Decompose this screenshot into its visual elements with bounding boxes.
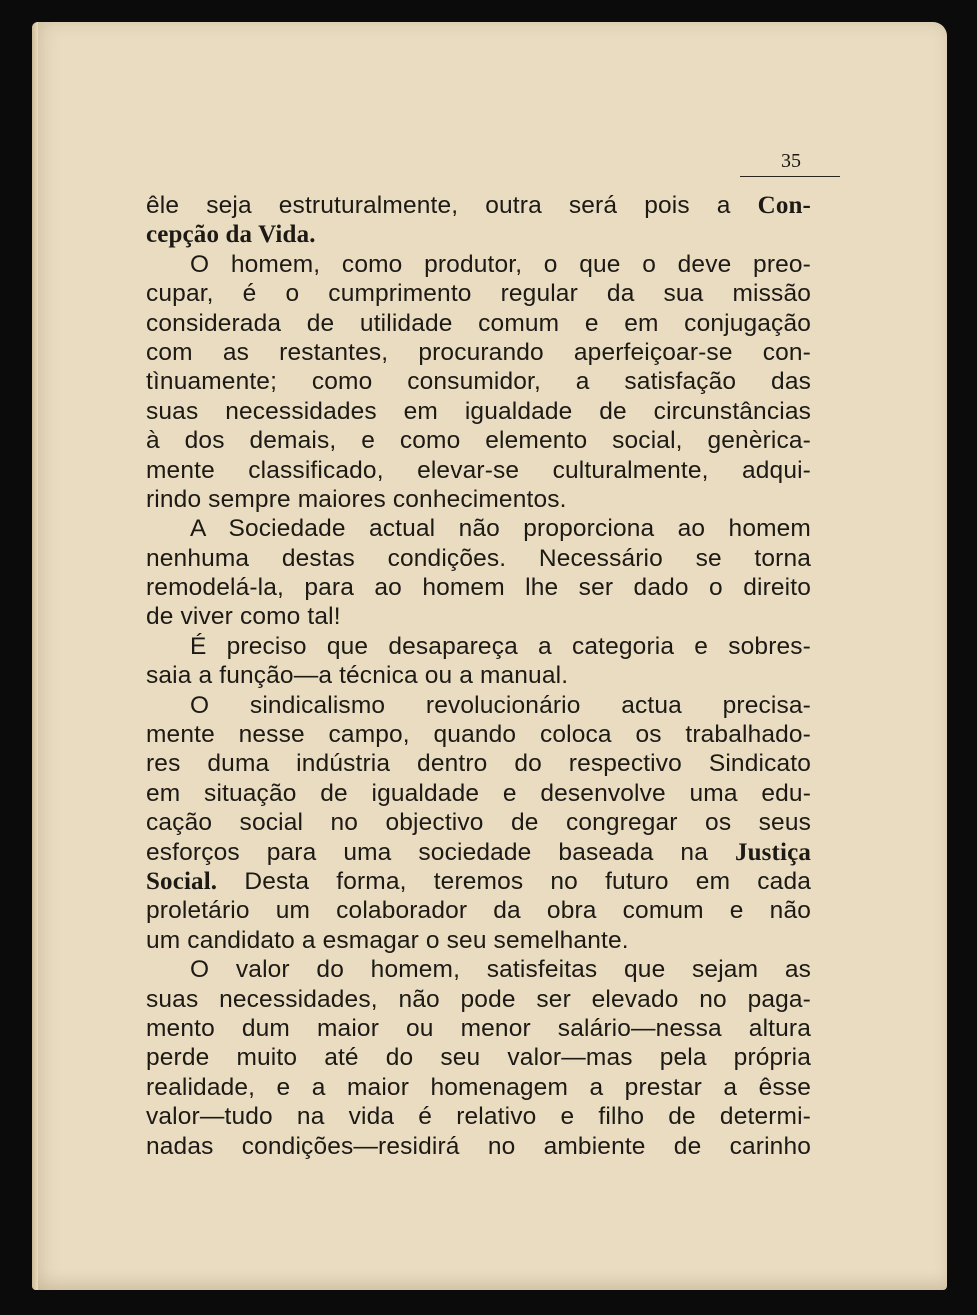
text-span: Desta forma, teremos no futuro em cada xyxy=(217,867,811,895)
text-span: valor—tudo na vida é relativo e filho de determi- xyxy=(146,1103,811,1131)
text-span: realidade, e a maior homenagem a prestar a êsse xyxy=(146,1073,811,1101)
text-span: res duma indústria dentro do respectivo Sindicato xyxy=(146,750,811,778)
bold-text-span: Justiça xyxy=(734,838,811,866)
text-span: considerada de utilidade comum e em conjugação xyxy=(146,309,811,337)
text-span: suas necessidades, não pode ser elevado no paga- xyxy=(146,985,811,1013)
text-span: suas necessidades em igualdade de circunstâncias xyxy=(146,397,811,425)
text-line xyxy=(146,985,811,1014)
text-span: tìnuamente; como consumidor, a satisfação das xyxy=(146,368,811,396)
bold-text-span: Con- xyxy=(757,192,811,219)
text-span: um candidato a esmagar o seu semelhante. xyxy=(146,926,629,954)
text-span: cação social no objectivo de congregar os seus xyxy=(146,809,811,837)
text-span: perde muito até do seu valor—mas pela própria xyxy=(146,1044,811,1072)
text-span: O valor do homem, satisfeitas que sejam as xyxy=(190,956,811,984)
text-line xyxy=(146,1102,811,1131)
text-line xyxy=(146,867,811,896)
text-span: nadas condições—residirá no ambiente de carinho xyxy=(146,1132,811,1160)
text-line xyxy=(146,720,811,749)
text-line xyxy=(146,456,811,485)
text-line xyxy=(146,573,811,602)
text-line xyxy=(146,250,811,279)
text-span: êle seja estruturalmente, outra será pois a xyxy=(146,192,758,219)
text-line xyxy=(146,191,811,220)
text-line xyxy=(146,661,811,690)
text-line xyxy=(146,779,811,808)
text-line xyxy=(146,1073,811,1102)
text-span: A Sociedade actual não proporciona ao homem xyxy=(190,515,811,543)
text-span: nenhuma destas condições. Necessário se torna xyxy=(146,544,811,572)
text-span: saia a função—a técnica ou a manual. xyxy=(146,662,569,690)
text-span: cupar, é o cumprimento regular da sua missão xyxy=(146,280,811,308)
text-line xyxy=(146,749,811,778)
text-line xyxy=(146,1132,811,1161)
text-span: com as restantes, procurando aperfeiçoar-se con- xyxy=(146,338,811,366)
text-line xyxy=(146,485,811,514)
bold-text-span: Social. xyxy=(146,867,218,895)
text-span: rindo sempre maiores conhecimentos. xyxy=(146,485,567,513)
text-span: de viver como tal! xyxy=(146,603,341,631)
text-span: O sindicalismo revolucionário actua precisa- xyxy=(190,691,811,719)
text-span: mente nesse campo, quando coloca os trabalhado- xyxy=(146,721,811,749)
text-line xyxy=(146,1014,811,1043)
text-span: à dos demais, e como elemento social, genèrica- xyxy=(146,427,811,455)
text-line xyxy=(146,691,811,720)
text-line xyxy=(146,602,811,631)
text-line xyxy=(146,309,811,338)
bold-text-span: cepção da Vida. xyxy=(146,221,316,249)
text-span: É preciso que desapareça a categoria e sobres- xyxy=(190,632,811,660)
body-text xyxy=(146,191,811,1161)
header-rule xyxy=(740,176,840,177)
text-line xyxy=(146,808,811,837)
text-span: mento dum maior ou menor salário—nessa altura xyxy=(146,1014,811,1042)
text-line xyxy=(146,220,811,249)
text-span: em situação de igualdade e desenvolve uma edu- xyxy=(146,779,811,807)
text-line xyxy=(146,838,811,867)
text-line xyxy=(146,397,811,426)
page-number: 35 xyxy=(781,150,801,172)
text-span: esforços para uma sociedade baseada na xyxy=(146,838,735,866)
text-line xyxy=(146,367,811,396)
text-line xyxy=(146,544,811,573)
text-span: remodelá-la, para ao homem lhe ser dado o direito xyxy=(146,574,811,602)
text-span: proletário um colaborador da obra comum e não xyxy=(146,897,811,925)
text-span: O homem, como produtor, o que o deve preo- xyxy=(190,250,811,278)
page-binding-edge xyxy=(32,22,38,1290)
text-line xyxy=(146,514,811,543)
text-line xyxy=(146,338,811,367)
text-line xyxy=(146,632,811,661)
text-span: mente classificado, elevar-se culturalmente, adqui- xyxy=(146,456,811,484)
text-line xyxy=(146,926,811,955)
text-line xyxy=(146,1043,811,1072)
text-line xyxy=(146,279,811,308)
text-line xyxy=(146,955,811,984)
text-line xyxy=(146,426,811,455)
text-line xyxy=(146,896,811,925)
